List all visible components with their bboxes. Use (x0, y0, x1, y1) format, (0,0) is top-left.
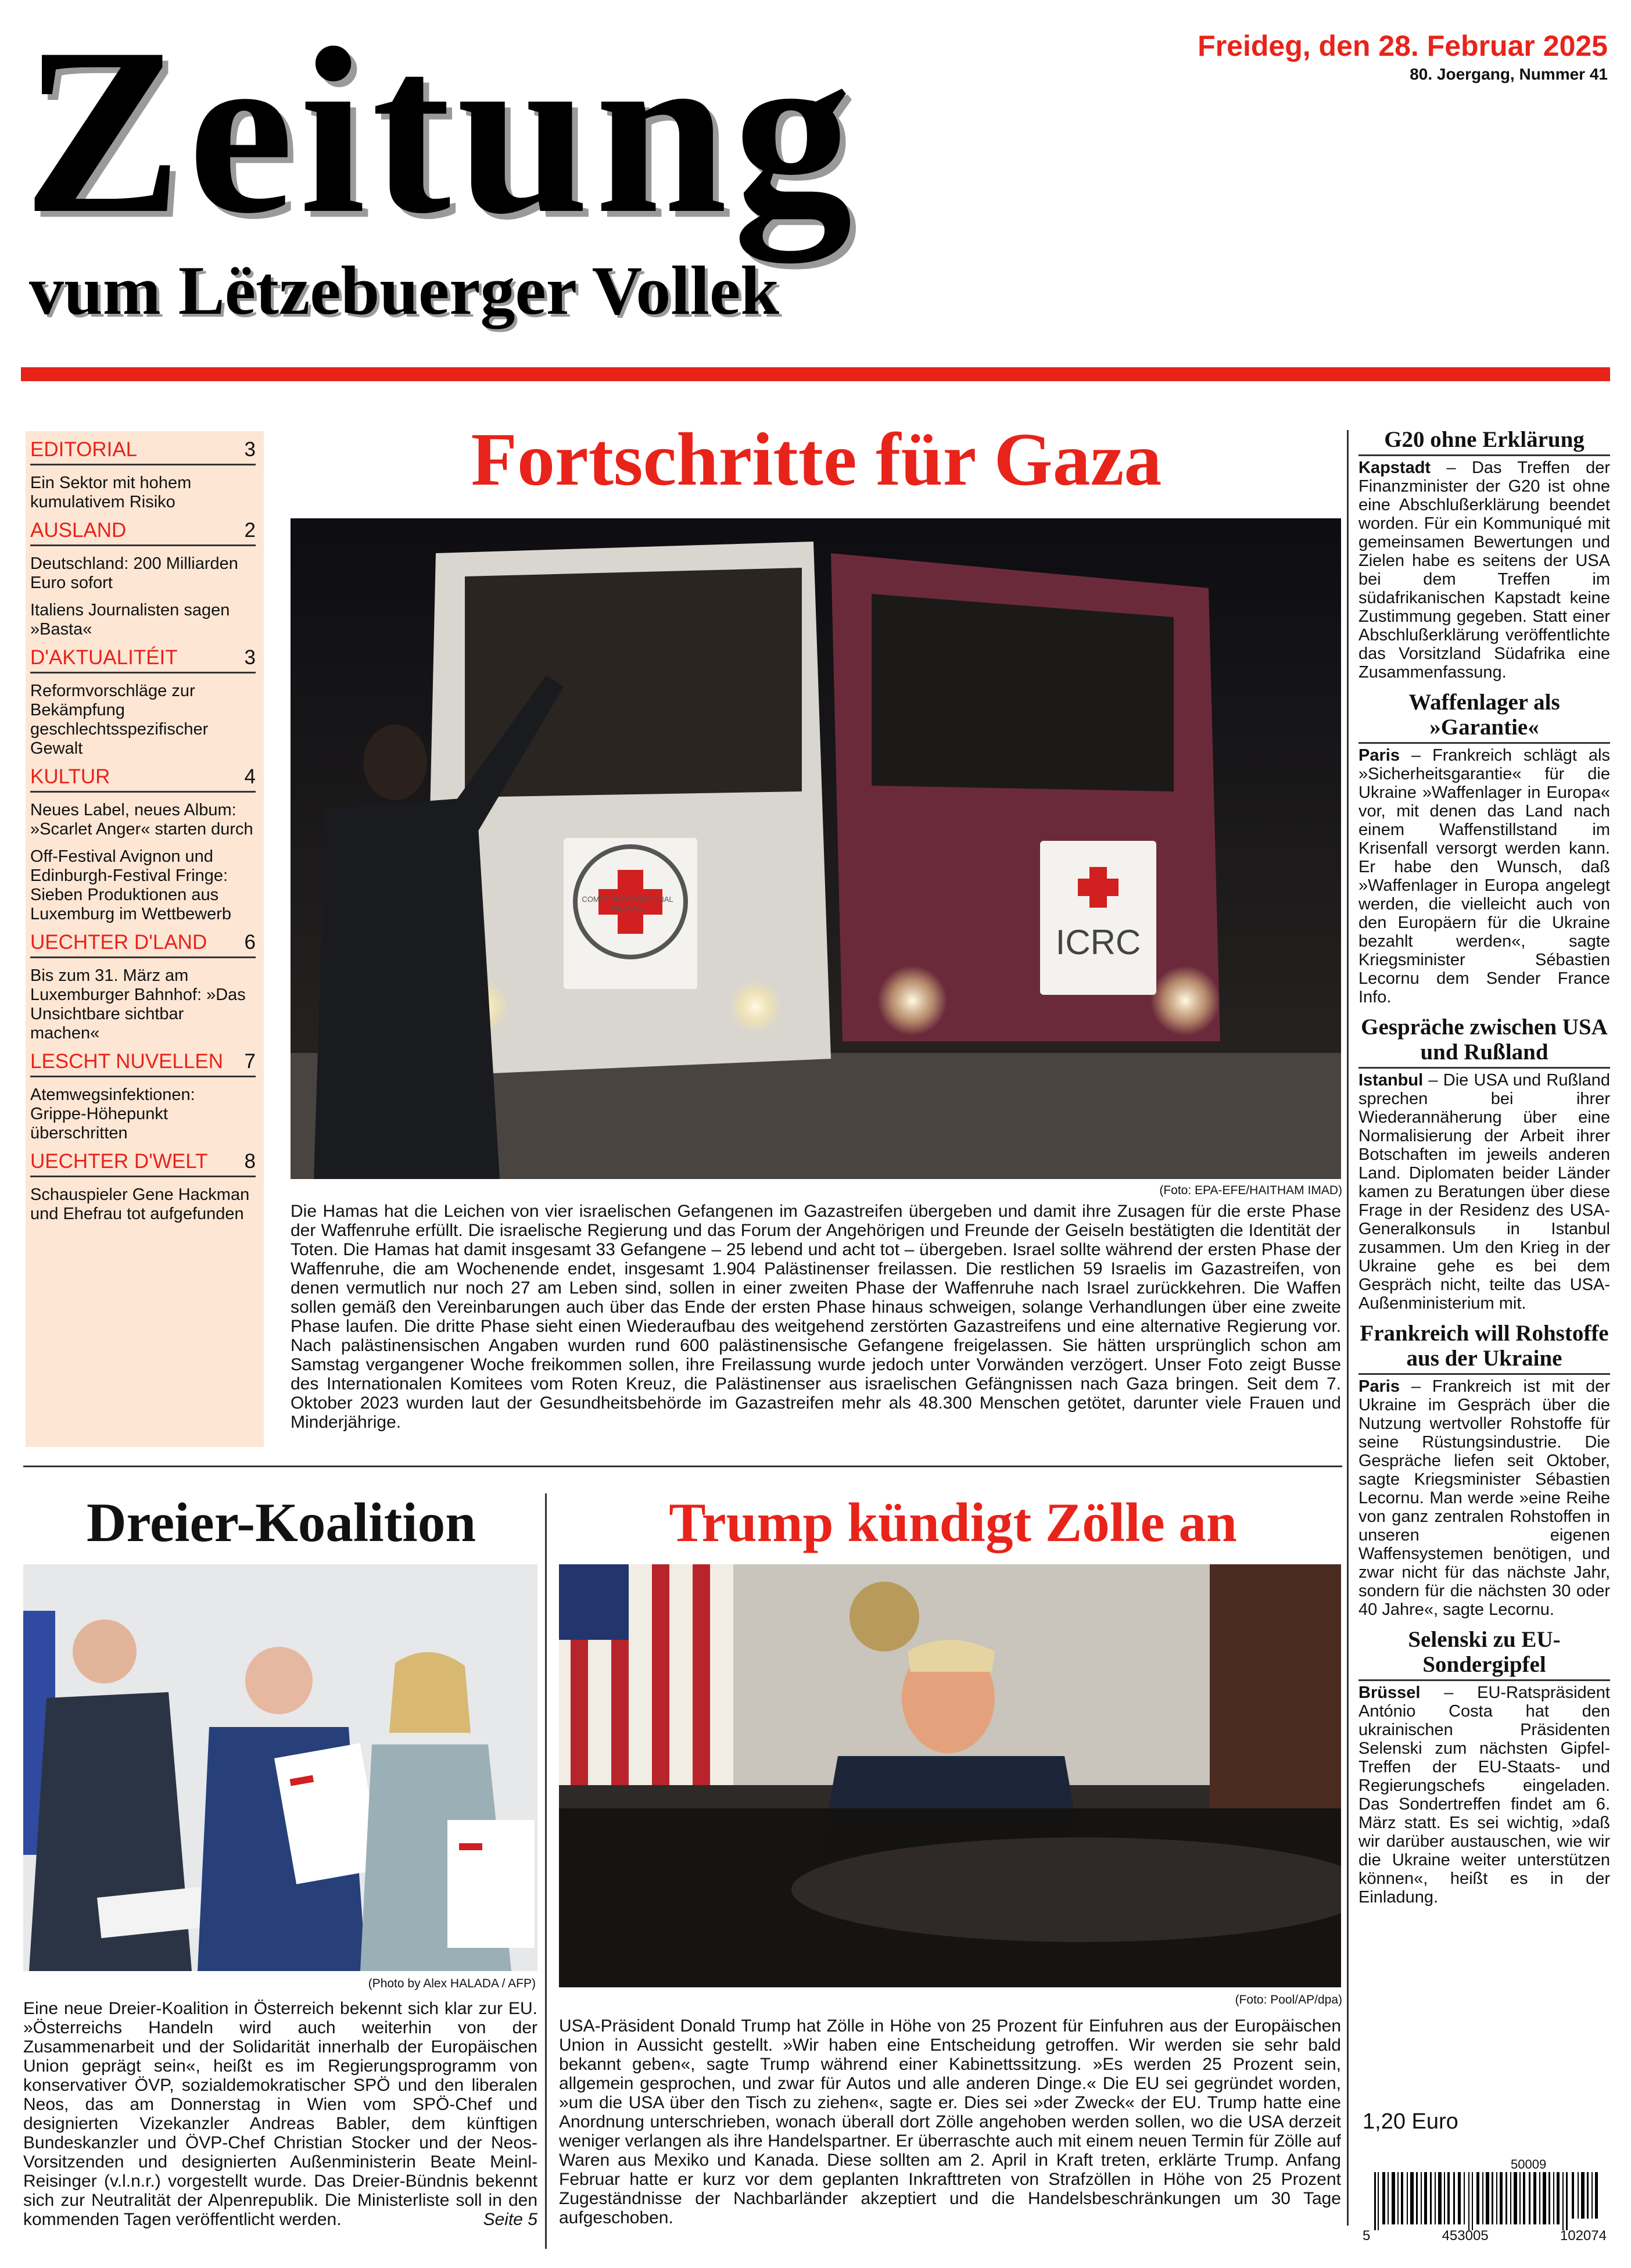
index-section[interactable] (30, 764, 256, 924)
barcode-bars (1363, 2172, 1607, 2230)
brief-body: – Frankreich schlägt als »Sicherheitsgarantie« für die Ukraine »Waffenlager in Europa« vor, mit denen das Land nach einem Waffenstillstand im Krisenfall versorgt werden kann. Er habe den Wunsch, daß »Waffenlager in Europa angelegt werden, die vielleicht auch von den Europäern für die Ukraine bezahlt werden«, sagte Kriegsminister Sébastien Lecornu dem Sender France Info. (1358, 746, 1610, 1006)
masthead-title: Zeitung (23, 0, 858, 263)
index-page-number: 7 (244, 1050, 256, 1073)
index-page-number: 2 (244, 519, 256, 542)
brief-text (1358, 1679, 1610, 1907)
index-item: Ein Sektor mit hohem kumulativem Risiko (30, 474, 192, 511)
index-section[interactable] (30, 930, 256, 1043)
index-section-title: LESCHT NUVELLEN (30, 1050, 223, 1073)
brief-body: – Das Treffen der Finanzminister der G20 ist ohne eine Abschlußerklärung beendet worden. Für ein Kommuniqué mit gemeinsamen Bewertungen und Zielen habe es seitens der USA bei dem Treffen im südafrikanischen Kapstadt keine Zustimmung gegeben. Statt einer Abschlußerklärung veröffentlichte das Vorsitzland Südafrika eine Zusammenfassung. (1358, 458, 1610, 682)
brief-dateline: Brüssel (1358, 1683, 1421, 1702)
dreier-photo-illustration (23, 1564, 537, 1971)
masthead-rule (21, 367, 1610, 381)
news-brief[interactable] (1358, 427, 1610, 682)
index-item: Atemwegsinfektionen: Grippe-Höhepunkt überschritten (30, 1085, 195, 1142)
index-section-title: KULTUR (30, 765, 110, 788)
index-section-title: EDITORIAL (30, 438, 138, 461)
brief-body: – Die USA und Rußland sprechen bei ihrer Wiederannäherung über eine Normalisierung der Arbeit ihrer Botschaften im jeweils anderen Land. Diplomaten beider Länder kamen zu Beratungen über diese Frage in der Residenz des USA-Generalkonsuls in Istanbul zusammen. Um den Krieg in der Ukraine gehe es bei dem Gespräch nicht, teilte das USA-Außenministerium mit. (1358, 1071, 1610, 1313)
news-brief[interactable] (1358, 690, 1610, 1006)
brief-text (1358, 742, 1610, 1006)
brief-title: Gespräche zwischen USA und Rußland (1361, 1015, 1608, 1065)
barcode (1363, 2172, 1607, 2248)
issue-number: 80. Joergang, Nummer 41 (1410, 65, 1608, 83)
section-divider (23, 1466, 1342, 1467)
barcode-group-1: 453005 (1442, 2228, 1489, 2244)
index-page-number: 3 (244, 438, 256, 461)
dreier-photo-credit: (Photo by Alex HALADA / AFP) (368, 1977, 536, 1990)
column-divider (545, 1493, 547, 2249)
index-page-number: 6 (244, 931, 256, 954)
dreier-photo[interactable] (23, 1564, 537, 1971)
lead-photo[interactable] (291, 518, 1341, 1179)
brief-text (1358, 1067, 1610, 1313)
index-item: Off-Festival Avignon und Edinburgh-Festival Fringe: Sieben Produktionen aus Luxemburg im Wettbewerb (30, 847, 232, 923)
lead-photo-illustration (291, 518, 1341, 1179)
dreier-page-ref[interactable]: Seite 5 (483, 2210, 537, 2229)
news-brief[interactable] (1358, 1015, 1610, 1313)
brief-text (1358, 1373, 1610, 1619)
dreier-text: Eine neue Dreier-Koalition in Österreich bekennt sich klar zur EU. »Österreichs Handeln wird auch weiterhin von der Zusammenarbeit und der Solidarität innerhalb der Europäischen Union geprägt sein«, heißt es im Regierungsprogramm von konservativer ÖVP, sozialdemokratischer SPÖ und den liberalen Neos, das am Donnerstag in Wien vom SPÖ-Chef und designierten Vizekanzler Andreas Babler, dem künftigen Bundeskanzler und ÖVP-Chef Christian Stocker und der Neos-Vorsitzenden und designierten Außenministerin Beate Meinl-Reisinger (v.l.n.r.) vorgestellt wurde. Das Dreier-Bündnis bekennt sich zur Neutralität der Alpenrepublik. Die Ministerliste soll in den kommenden Tagen veröffentlicht werden. (23, 1999, 537, 2229)
index-section[interactable] (30, 1149, 256, 1224)
index-item: Schauspieler Gene Hackman und Ehefrau tot aufgefunden (30, 1185, 250, 1223)
index-item: Bis zum 31. März am Luxemburger Bahnhof: »Das Unsichtbare sichtbar machen« (30, 966, 246, 1042)
lead-photo-credit: (Foto: EPA-EFE/HAITHAM IMAD) (1159, 1184, 1342, 1197)
sidebar-news (1358, 427, 1610, 1907)
index-section-title: UECHTER D'LAND (30, 931, 207, 954)
brief-title: Frankreich will Rohstoffe aus der Ukraine (1360, 1321, 1609, 1371)
brief-title: Waffenlager als »Garantie« (1408, 690, 1560, 740)
dreier-headline[interactable]: Dreier-Koalition (86, 1492, 476, 1553)
brief-dateline: Paris (1358, 746, 1400, 765)
dreier-body (23, 1999, 537, 2229)
trump-body: USA-Präsident Donald Trump hat Zölle in Höhe von 25 Prozent für Einfuhren aus der Europäischen Union in Aussicht gestellt. »Wir haben eine Entscheidung getroffen. Wir werden sie sehr bald bekannt geben«, sagte Trump während einer Kabinettssitzung. »Es werden 25 Prozent sein, allgemein gesprochen, und zwar für Autos und alle anderen Dinge.« Die EU sei gegründet worden, »um die USA über den Tisch zu ziehen«, sagte er. Dies sei »der Zweck« der EU. Trump hatte eine Anordnung unterschrieben, wonach überall dort Zölle angehoben werden sollen, wo die USA derzeit weniger verlangen als ihre Handelspartner. Er überraschte auch mit einem neuen Termin für Zölle auf Waren aus Mexiko und Kanada. Diese sollten am 2. April in Kraft treten, erklärte Trump. Anfang Februar hatte er kurz vor dem geplanten Inkrafttreten von Strafzöllen in Höhe von 25 Prozent Zugeständnisse der Nachbarländer akzeptiert und die Handelsbeschränkungen um 30 Tage aufgeschoben. (559, 2016, 1341, 2227)
brief-body: – Frankreich ist mit der Ukraine im Gespräch über die Nutzung wertvoller Rohstoffe für seine Rüstungsindustrie. Die Gespräche liefen seit Oktober, sagte Kriegsminister Sébastien Lecornu. Man werde »eine Reihe von ganz zentralen Rohstoffen in unseren eigenen Waffensystemen benötigen, und zwar nicht für das nächste Jahr, sondern für die nächsten 30 oder 40 Jahre«, sagte Lecornu. (1358, 1377, 1610, 1619)
price: 1,20 Euro (1363, 2109, 1458, 2134)
trump-photo-illustration (559, 1564, 1341, 1987)
index-section-title: UECHTER D'WELT (30, 1150, 208, 1173)
barcode-left-digit: 5 (1363, 2228, 1371, 2244)
index-item: Deutschland: 200 Milliarden Euro sofort (30, 554, 238, 592)
index-page-number: 4 (244, 765, 256, 788)
index-item: Italiens Journalisten sagen »Basta« (30, 601, 230, 639)
index-section[interactable] (30, 645, 256, 758)
trump-photo[interactable] (559, 1564, 1341, 1987)
brief-title: G20 ohne Erklärung (1384, 427, 1585, 452)
index-item: Neues Label, neues Album: »Scarlet Anger« starten durch (30, 801, 253, 839)
brief-dateline: Istanbul (1358, 1071, 1424, 1090)
index-page-number: 3 (244, 646, 256, 669)
barcode-top-number: 50009 (1511, 2157, 1547, 2172)
lead-body: Die Hamas hat die Leichen von vier israelischen Gefangenen im Gazastreifen übergeben und damit ihre Zusagen für die erste Phase der Waffenruhe erfüllt. Die israelische Regierung und das Forum der Angehörigen und Freunde der Geiseln bestätigten die Identität der Toten. Die Hamas hat damit insgesamt 33 Gefangene – 25 lebend und acht tot – übergeben. Israel sollte während der ersten Phase der Waffenruhe, die am Wochenende endet, insgesamt 1.904 Palästinenser freilassen. Die restlichen 59 Israelis im Gazastreifen, von denen vermutlich nur noch 27 am Leben sind, sollen in einer zweiten Phase der Waffenruhe nach Israel zurückkehren. Die Waffen sollen gemäß den Vereinbarungen auch über das Ende der ersten Phase hinaus schweigen, solange Verhandlungen über eine zweite Phase laufen. Die dritte Phase sieht einen Wiederaufbau des weitgehend zerstörten Gazastreifens und eine alternative Regierung vor. Nach palästinensischen Angaben wurden rund 600 palästinensische Gefangene freigelassen. Sie hätten ursprünglich schon am Samstag vergangener Woche freikommen sollen, ihre Freilassung wurde jedoch unter Vorwänden verzögert. Unser Foto zeigt Busse des Internationalen Komitees vom Roten Kreuz, die Palästinenser aus israelischen Gefängnissen nach Gaza bringen. Seit dem 7. Oktober 2023 wurden laut der Gesundheitsbehörde im Gazastreifen mehr als 48.300 Menschen getötet, darunter viele Frauen und Minderjährige. (291, 1202, 1341, 1432)
table-of-contents (26, 431, 264, 1447)
icrc-label: ICRC (1055, 923, 1141, 962)
brief-body: – EU-Ratspräsident António Costa hat den ukrainischen Präsidenten Selenski zum nächsten Gipfel-Treffen der EU-Staats- und Regierungschefs eingeladen. Das Sondertreffen findet am 6. März statt. Es sei wichtig, »daß wir darüber austauschen, wie wir die Ukraine weiter unterstützen können«, heißt es in der Einladung. (1358, 1683, 1610, 1907)
barcode-group-2: 102074 (1560, 2228, 1607, 2244)
news-brief[interactable] (1358, 1627, 1610, 1907)
brief-dateline: Paris (1358, 1377, 1400, 1396)
index-section-title: D'AKTUALITÉIT (30, 646, 178, 669)
brief-dateline: Kapstadt (1358, 458, 1431, 477)
index-page-number: 8 (244, 1150, 256, 1173)
index-section[interactable] (30, 1049, 256, 1143)
index-item: Reformvorschläge zur Bekämpfung geschlechtsspezifischer Gewalt (30, 682, 209, 758)
news-brief[interactable] (1358, 1321, 1610, 1619)
sidebar-divider (1347, 430, 1349, 2226)
index-section[interactable] (30, 437, 256, 512)
brief-text (1358, 454, 1610, 682)
index-section-title: AUSLAND (30, 519, 127, 542)
trump-headline[interactable]: Trump kündigt Zölle an (669, 1492, 1237, 1553)
index-section[interactable] (30, 518, 256, 639)
issue-date: Freideg, den 28. Februar 2025 (1198, 30, 1608, 62)
icrc-emblem-label: COMITE INTERNATIONAL GENEVE (582, 895, 673, 912)
lead-headline[interactable]: Fortschritte für Gaza (471, 418, 1162, 501)
brief-title: Selenski zu EU-Sondergipfel (1408, 1627, 1561, 1677)
masthead-subtitle: vum Lëtzebuerger Vollek (29, 252, 779, 329)
trump-photo-credit: (Foto: Pool/AP/dpa) (1235, 1993, 1342, 2007)
